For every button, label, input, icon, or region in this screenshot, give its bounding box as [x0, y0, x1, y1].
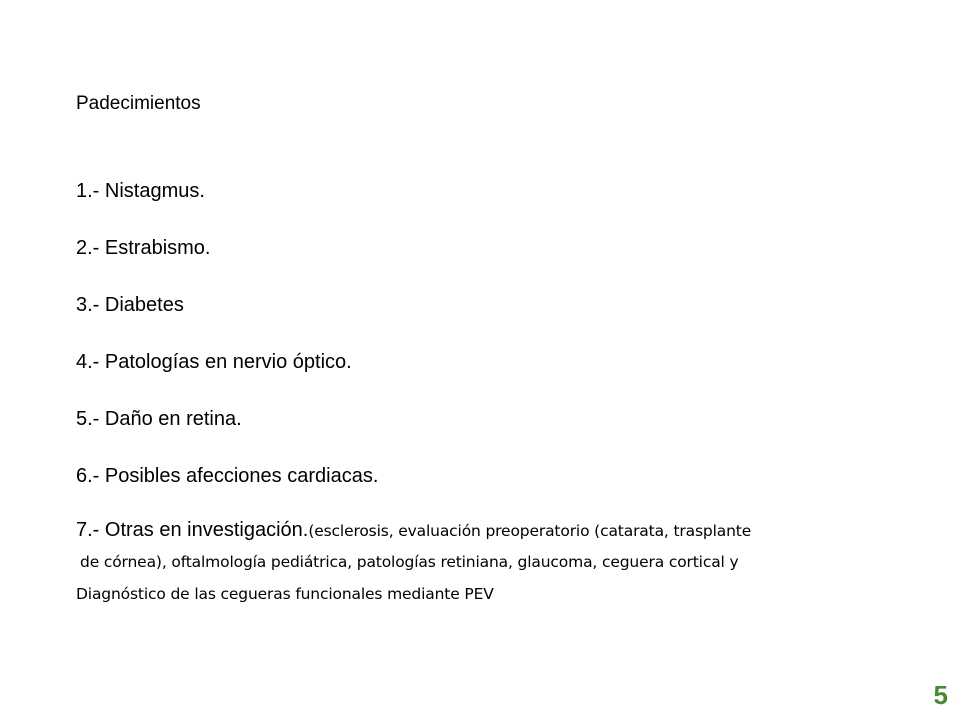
- list-item-estrabismo: 2.- Estrabismo.: [76, 237, 211, 259]
- page-number: 5: [933, 680, 948, 710]
- list-item-otras: [76, 517, 751, 544]
- list-item-nervio-optico: 4.- Patologías en nervio óptico.: [76, 351, 352, 373]
- list-item-nistagmus: 1.- Nistagmus.: [76, 180, 205, 202]
- slide-heading: Padecimientos: [76, 93, 201, 114]
- list-item-diabetes: 3.- Diabetes: [76, 294, 184, 316]
- list-item-retina: 5.- Daño en retina.: [76, 408, 242, 430]
- list-item-otras-detail-3: Diagnóstico de las cegueras funcionales mediante PEV: [76, 585, 494, 603]
- list-item-otras-detail-1: (esclerosis, evaluación preoperatorio (catarata, trasplante: [308, 522, 752, 540]
- list-item-otras-detail-2: de córnea), oftalmología pediátrica, patologías retiniana, glaucoma, ceguera cortical y: [80, 553, 739, 571]
- list-item-cardiacas: 6.- Posibles afecciones cardiacas.: [76, 465, 379, 487]
- list-item-otras-lead: 7.- Otras en investigación.: [76, 519, 309, 541]
